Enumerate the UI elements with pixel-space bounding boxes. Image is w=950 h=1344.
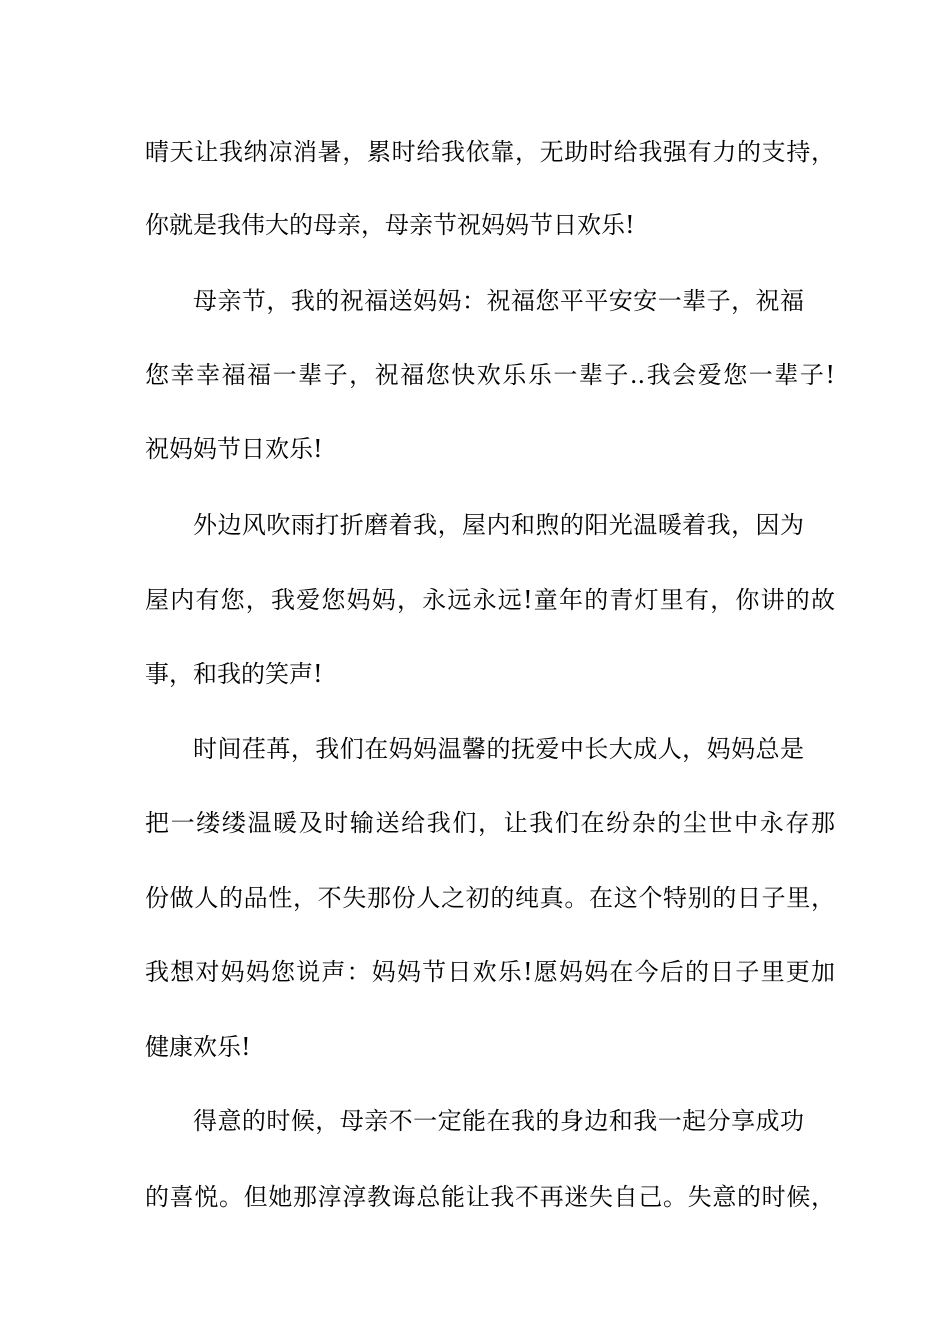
text-line: 祝妈妈节日欢乐!: [145, 435, 323, 463]
paragraph-first-line: 外边风吹雨打折磨着我，屋内和煦的阳光温暖着我，因为: [193, 511, 804, 539]
text-line: 事，和我的笑声!: [145, 660, 323, 688]
text-line: 把一缕缕温暖及时输送给我们，让我们在纷杂的尘世中永存那: [145, 809, 835, 837]
paragraph-first-line: 母亲节，我的祝福送妈妈：祝福您平平安安一辈子，祝福: [193, 287, 804, 315]
text-line: 晴天让我纳凉消暑，累时给我依靠，无助时给我强有力的支持，: [145, 138, 835, 166]
text-line: 的喜悦。但她那淳淳教诲总能让我不再迷失自己。失意的时候，: [145, 1183, 835, 1211]
paragraph-first-line: 时间荏苒，我们在妈妈温馨的抚爱中长大成人，妈妈总是: [193, 735, 804, 763]
paragraph-first-line: 得意的时候，母亲不一定能在我的身边和我一起分享成功: [193, 1107, 804, 1135]
text-line: 屋内有您，我爱您妈妈，永远永远!童年的青灯里有，你讲的故: [145, 586, 835, 614]
text-line: 健康欢乐!: [145, 1033, 251, 1061]
text-line: 我想对妈妈您说声：妈妈节日欢乐!愿妈妈在今后的日子里更加: [145, 958, 835, 986]
text-line: 份做人的品性，不失那份人之初的纯真。在这个特别的日子里，: [145, 884, 835, 912]
text-line: 您幸幸福福一辈子，祝福您快欢乐乐一辈子..我会爱您一辈子!: [145, 361, 835, 389]
text-line: 你就是我伟大的母亲，母亲节祝妈妈节日欢乐!: [145, 211, 635, 239]
